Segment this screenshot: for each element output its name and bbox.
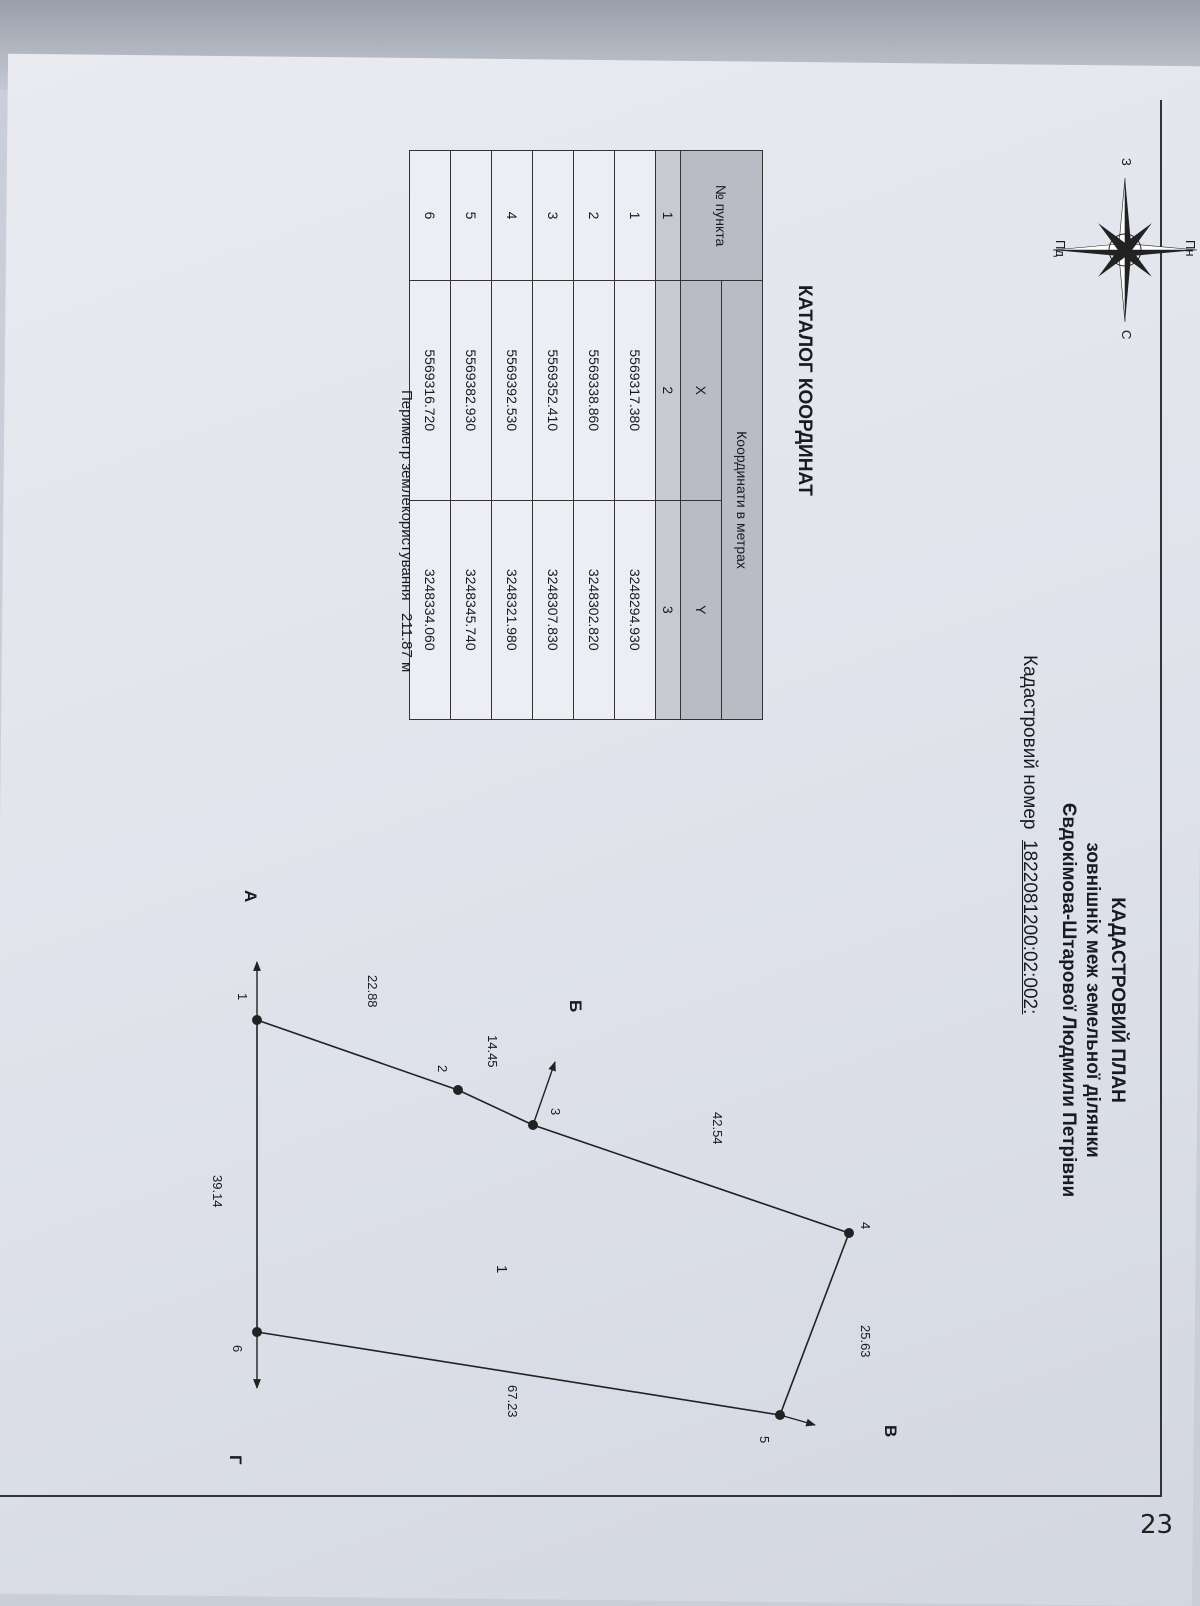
- arrow-v: [780, 1415, 815, 1425]
- cell-y: 3248334.060: [410, 500, 451, 720]
- cell-y: 3248307.830: [533, 500, 574, 720]
- perimeter-label: Периметр землекористування: [398, 390, 415, 601]
- compass-south: Пд: [1053, 240, 1068, 257]
- cell-y: 3248345.740: [451, 500, 492, 720]
- segment-length-3-4: 42.54: [710, 1112, 725, 1145]
- header-x: X: [681, 281, 722, 500]
- point-4-label: 4: [858, 1222, 873, 1230]
- segment-length-6-1: 39.14: [210, 1175, 225, 1208]
- catalog-title: КАТАЛОГ КООРДИНАТ: [794, 285, 815, 496]
- cell-y: 3248321.980: [492, 500, 533, 720]
- compass-north: Пн: [1183, 240, 1198, 257]
- compass-east: С: [1119, 330, 1134, 340]
- segment-length-2-3: 14.45: [485, 1035, 500, 1068]
- compass-west: З: [1119, 158, 1134, 166]
- page-number: 23: [1140, 1510, 1174, 1540]
- cadastral-number: 1822081200:02:002:: [1019, 840, 1040, 1015]
- segment-3-4: [533, 1125, 849, 1233]
- header-y: Y: [681, 500, 722, 720]
- owner-name: Євдокімова-Штарової Людмили Петрівни: [1058, 802, 1079, 1198]
- cell-x: 5569317.380: [615, 281, 656, 500]
- cell-x: 5569316.720: [410, 281, 451, 500]
- cell-y: 3248302.820: [574, 500, 615, 720]
- segment-2-3: [458, 1090, 533, 1125]
- cell-point: 4: [492, 151, 533, 281]
- cadastral-label: Кадастровий номер: [1019, 655, 1040, 830]
- cell-point: 5: [451, 151, 492, 281]
- segment-4-5: [780, 1233, 849, 1415]
- colnum-3: 3: [656, 500, 681, 720]
- segment-length-4-5: 25.63: [858, 1325, 873, 1358]
- boundary-letter-a: А: [241, 890, 260, 903]
- cell-point: 6: [410, 151, 451, 281]
- segment-1-2: [257, 1020, 458, 1090]
- cell-x: 5569392.530: [492, 281, 533, 500]
- point-6-label: 6: [230, 1345, 245, 1353]
- cell-x: 5569352.410: [533, 281, 574, 500]
- title-line-1: КАДАСТРОВИЙ ПЛАН: [1107, 897, 1128, 1103]
- boundary-letter-v: В: [881, 1425, 900, 1438]
- point-2-label: 2: [435, 1065, 450, 1073]
- cell-y: 3248294.930: [615, 500, 656, 720]
- parcel-label: 1: [493, 1265, 510, 1274]
- cell-point: 1: [615, 151, 656, 281]
- point-5-label: 5: [757, 1436, 772, 1444]
- perimeter-value: 211.87 м: [398, 613, 415, 673]
- point-1-label: 1: [235, 993, 250, 1001]
- point-3-label: 3: [548, 1108, 563, 1116]
- title-line-2: зовнішніх меж земельної ділянки: [1082, 842, 1103, 1158]
- boundary-letter-b: Б: [566, 1000, 585, 1013]
- segment-length-5-6: 67.23: [505, 1385, 520, 1418]
- header-point: № пункта: [681, 151, 763, 281]
- cell-x: 5569338.860: [574, 281, 615, 500]
- colnum-2: 2: [656, 281, 681, 500]
- colnum-1: 1: [656, 151, 681, 281]
- cell-x: 5569382.930: [451, 281, 492, 500]
- arrow-b: [533, 1062, 555, 1125]
- segment-length-1-2: 22.88: [365, 975, 380, 1008]
- cell-point: 3: [533, 151, 574, 281]
- boundary-letter-g: Г: [226, 1455, 245, 1465]
- header-coords: Координати в метрах: [722, 281, 763, 720]
- cell-point: 2: [574, 151, 615, 281]
